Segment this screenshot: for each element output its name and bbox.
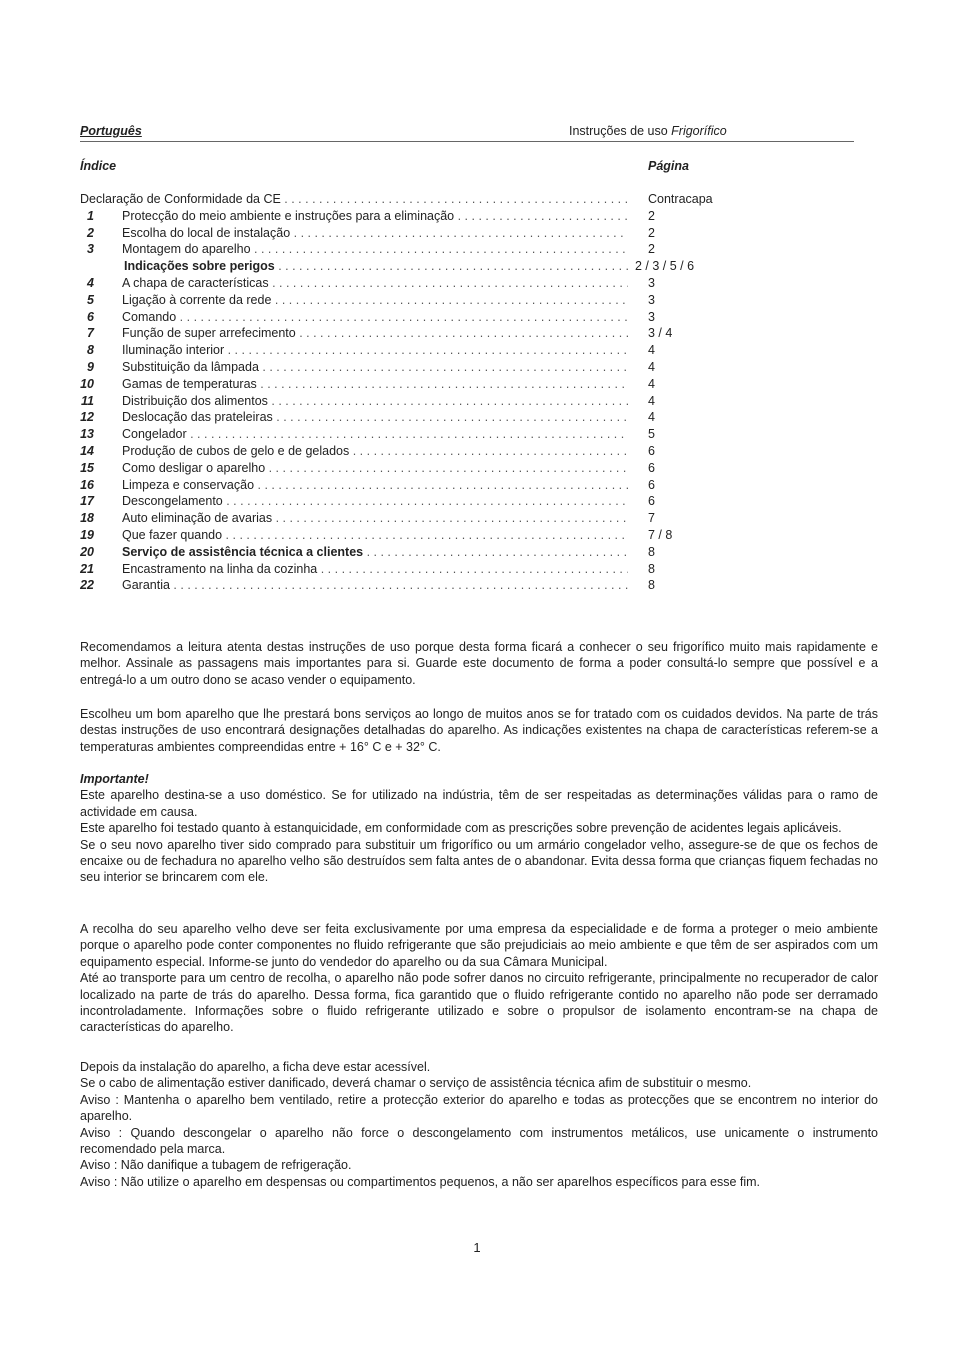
header-doc-title: Instruções de uso Frigorífico — [569, 124, 727, 138]
header-language: Português — [80, 124, 142, 138]
header-doc-title-italic: Frigorífico — [671, 124, 727, 138]
toc-entry: Indicações sobre perigos . . . 2 / 3 / 5 / 6 — [80, 258, 740, 275]
page-header — [80, 124, 854, 142]
toc-entry: 4 A chapa de características . . . 3 — [80, 275, 740, 292]
toc-entry: 11 Distribuição dos alimentos . . . 4 — [80, 393, 740, 410]
toc-entry: 13 Congelador . . . 5 — [80, 426, 740, 443]
toc-entry: Declaração de Conformidade da CE . . . Contracapa — [80, 191, 740, 208]
toc-entry: 5 Ligação à corrente da rede . . . 3 — [80, 292, 740, 309]
toc-entry: 18 Auto eliminação de avarias . . . 7 — [80, 510, 740, 527]
table-of-contents — [80, 191, 740, 594]
toc-entry: 14 Produção de cubos de gelo e de gelados . . . 6 — [80, 443, 740, 460]
toc-entry: 21 Encastramento na linha da cozinha . . . 8 — [80, 561, 740, 578]
toc-entry: 22 Garantia . . . 8 — [80, 577, 740, 594]
intro-paragraph: Recomendamos a leitura atenta destas instruções de uso porque desta forma ficará a conhecer o seu frigorífico muito mais rapidamente e melhor. Assinale as passagens mais importantes para si. Guarde este documento de forma a poder consultá-lo sempre que possível e a entregá-lo a um outro dono se acaso vender o equipamento. — [80, 640, 878, 687]
toc-entry: 3 Montagem do aparelho . . . 2 — [80, 241, 740, 258]
page-number: 1 — [473, 1240, 481, 1255]
toc-entry: 17 Descongelamento . . . 6 — [80, 493, 740, 510]
toc-entry: 7 Função de super arrefecimento . . . 3 / 4 — [80, 325, 740, 342]
toc-entry: 16 Limpeza e conservação . . . 6 — [80, 477, 740, 494]
toc-heading: Índice — [80, 159, 117, 173]
warnings-section: Depois da instalação do aparelho, a ficha deve estar acessível. Se o cabo de alimentação estiver danificado, deverá chamar o serviço de assistência técnica afim de substituir o mesmo. Aviso : Mantenha o aparelho bem ventilado, retire a protecção exterior do aparelho e todas as protecções que se encontrem no interior do aparelho. Aviso : Quando descongelar o aparelho não force o descongelamento com instrumentos metálicos, use unicamente o instrumento recomendado pela marca. Aviso : Não danifique a tubagem de refrigeração. Aviso : Não utilize o aparelho em despensas ou compartimentos pequenos, a não ser aparelhos específicos para esse fim. — [80, 1060, 878, 1189]
toc-entry: 2 Escolha do local de instalação . . . 2 — [80, 225, 740, 242]
important-section: Importante! Este aparelho destina-se a uso doméstico. Se for utilizado na indústria, têm de ser respeitadas as determinações válidas para o ramo de actividade em causa. Este aparelho foi testado quanto à estanquicidade, em conformidade com as prescrições sobre prevenção de acidentes legais aplicáveis. Se o seu novo aparelho tiver sido comprado para substituir um frigorífico ou um armário congelador velho, assegure-se de que os fechos de encaixe ou de fechadura no aparelho velho são destruídos sem falta antes de o abandonar. Evita dessa forma que crianças fiquem fechadas no seu interior se brincarem com ele. — [80, 772, 878, 885]
important-title: Importante! — [80, 772, 149, 786]
device-paragraph: Escolheu um bom aparelho que lhe prestará bons serviços ao longo de muitos anos se for tratado com os cuidados devidos. Na parte de trás destas instruções de uso encontrará designações detalhadas do aparelho. As indicações existentes na chapa de características referem-se a temperaturas ambientes compreendidas entre + 16° C e + 32° C. — [80, 707, 878, 754]
toc-entry: 8 Iluminação interior . . . 4 — [80, 342, 740, 359]
toc-entry: 10 Gamas de temperaturas . . . 4 — [80, 376, 740, 393]
toc-entry: 20 Serviço de assistência técnica a clientes . . . 8 — [80, 544, 740, 561]
toc-entry: 12 Deslocação das prateleiras . . . 4 — [80, 409, 740, 426]
toc-entry: 19 Que fazer quando . . . 7 / 8 — [80, 527, 740, 544]
toc-entry: 6 Comando . . . 3 — [80, 309, 740, 326]
toc-entry: 15 Como desligar o aparelho . . . 6 — [80, 460, 740, 477]
toc-page-heading: Página — [648, 159, 689, 173]
disposal-section: A recolha do seu aparelho velho deve ser feita exclusivamente por uma empresa da especialidade e de forma a proteger o meio ambiente porque o aparelho pode conter componentes no fluido refrigerante que são prejudiciais ao meio ambiente e que têm de ser aspirados com um equipamento especial. Informe-se junto do vendedor do aparelho ou da sua Câmara Municipal. Até ao transporte para um centro de recolha, o aparelho não pode sofrer danos no circuito refrigerante, principalmente no recuperador de calor localizado na parte de trás do aparelho. Dessa forma, fica garantido que o fluido refrigerante contido no aparelho não pode ser derramado incontroladamente. Informações sobre o fluido refrigerante utilizado e sobre o propulsor de isolamento encontram-se na chapa de características do aparelho. — [80, 922, 878, 1035]
toc-entry: 9 Substituição da lâmpada . . . 4 — [80, 359, 740, 376]
toc-entry: 1 Protecção do meio ambiente e instruções para a eliminação . . . 2 — [80, 208, 740, 225]
